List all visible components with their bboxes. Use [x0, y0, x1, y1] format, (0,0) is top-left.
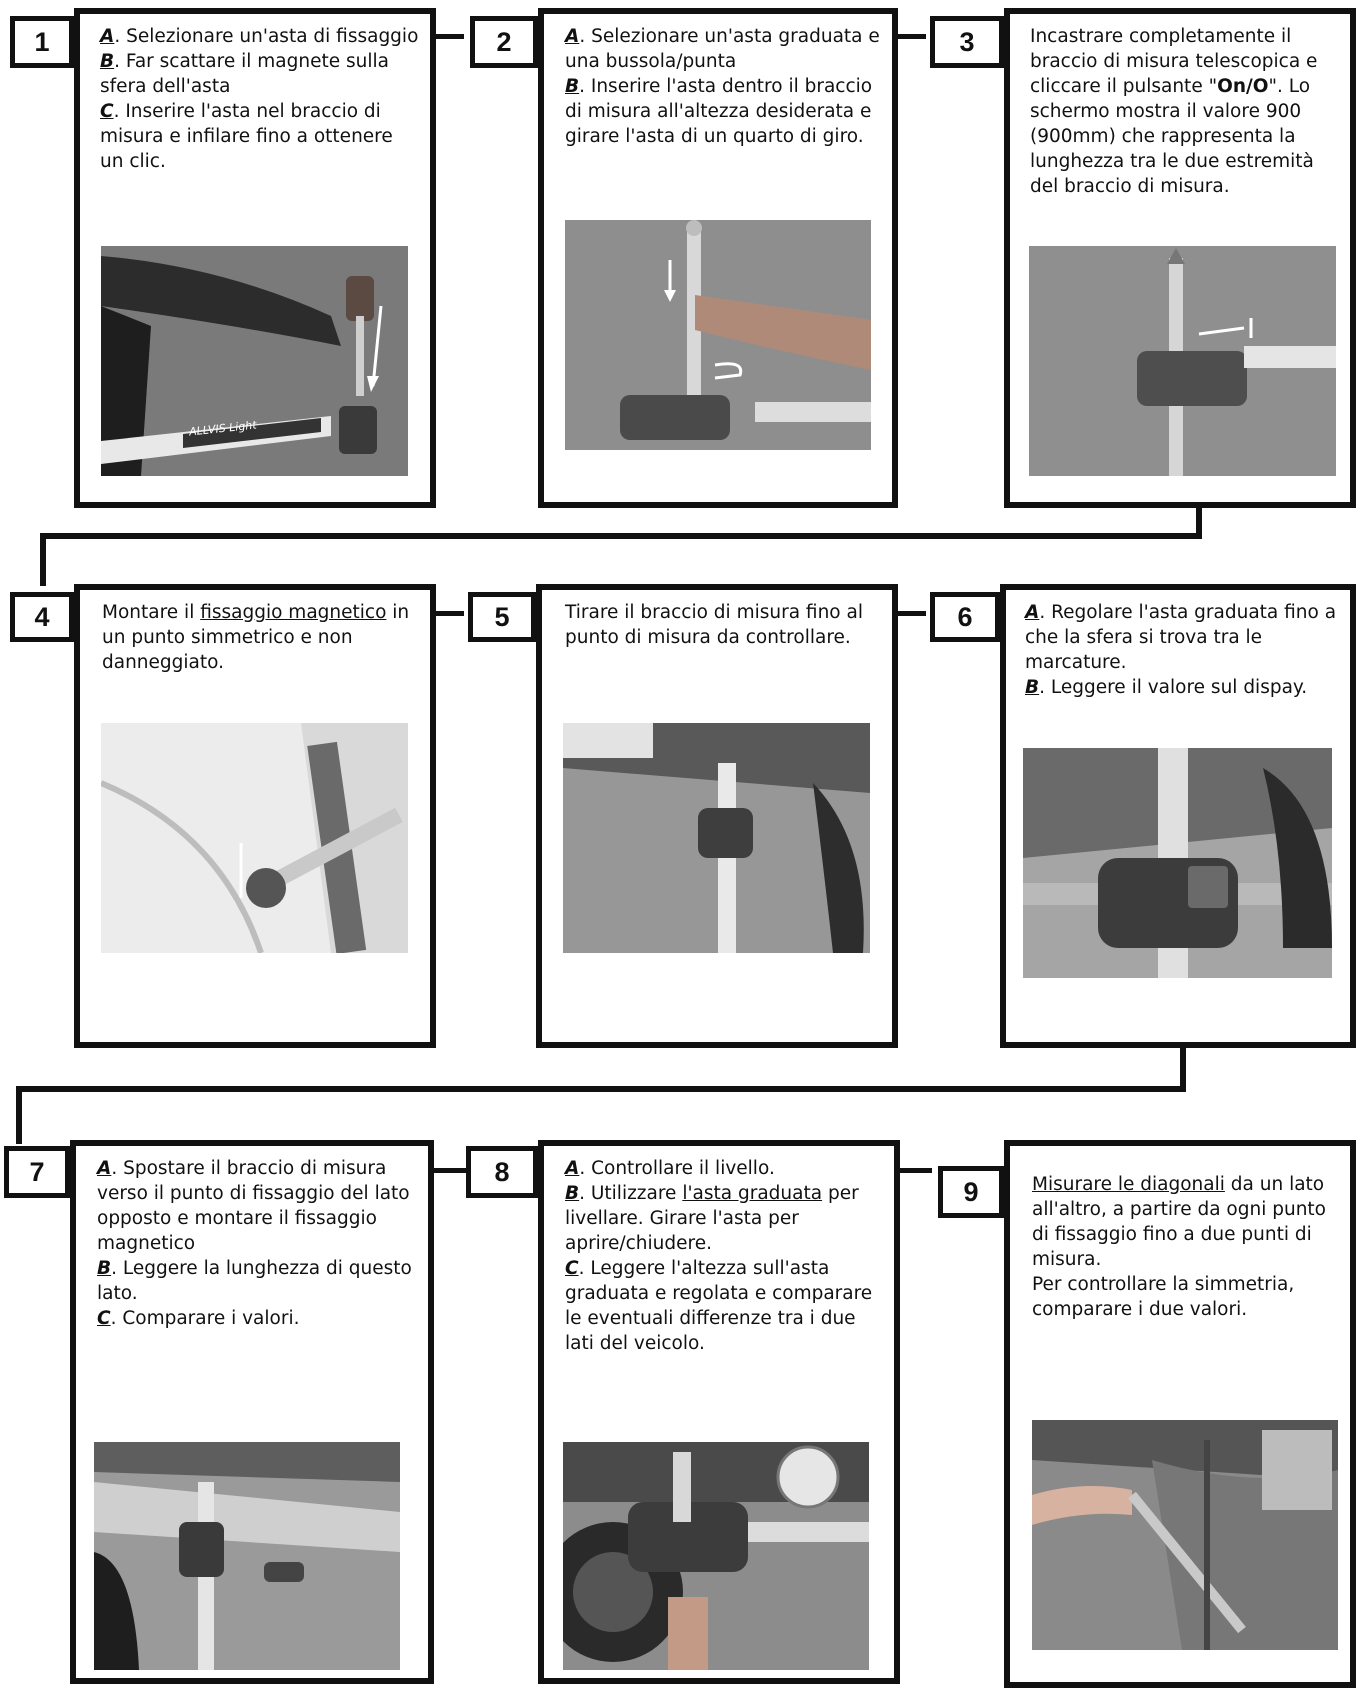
on-off-button-label: On/O [1217, 76, 1269, 97]
step-3-text: Incastrare completamente il braccio di misura telescopica e cliccare il pulsante "On/O". Lo schermo mostra il valore 900 (900mm) che rappresenta la lunghezza tra le due estremità del braccio di misura. [1030, 26, 1318, 197]
connector-1-2 [434, 34, 464, 39]
step-9-photo [1032, 1420, 1338, 1650]
step-3-number: 3 [930, 16, 1004, 68]
connector-4-5 [434, 611, 464, 616]
step-2-line-b: B. Inserire l'asta dentro il braccio di misura all'altezza desiderata e girare l'asta di un quarto di giro. [565, 76, 873, 147]
step-1-line-a: A. Selezionare un'asta di fissaggio [100, 26, 419, 47]
connector-row2-down [1180, 1045, 1186, 1090]
step-2-instructions [565, 24, 885, 149]
step-9-instructions [1032, 1172, 1342, 1322]
step-7-photo [94, 1442, 400, 1670]
step-9-number: 9 [938, 1166, 1004, 1218]
step-4-photo [101, 723, 408, 953]
step-1-line-b: B. Far scattare il magnete sulla sfera dell'asta [100, 51, 389, 97]
step-4-instructions [102, 600, 422, 675]
step-3-photo [1029, 246, 1336, 476]
step-1-number: 1 [10, 16, 74, 68]
step-2-number: 2 [470, 16, 538, 68]
step-4-number: 4 [10, 592, 74, 642]
step-6-line-b: B. Leggere il valore sul dispay. [1025, 677, 1308, 698]
step-1-photo [101, 246, 408, 476]
connector-7-8 [430, 1168, 466, 1173]
step-7-line-a: A. Spostare il braccio di misura verso il punto di fissaggio del lato opposto e montare il fissaggio magnetico [97, 1158, 410, 1254]
step-8-number: 8 [466, 1146, 538, 1198]
step-9-text: Misurare le diagonali da un lato all'altro, a partire da ogni punto di fissaggio fino a due punti di misura. [1032, 1174, 1327, 1270]
step-1-photo-label: ALLVIS Light [188, 418, 258, 439]
step-7-line-b: B. Leggere la lunghezza di questo lato. [97, 1258, 412, 1304]
step-2-line-a: A. Selezionare un'asta graduata e una bussola/punta [565, 26, 880, 72]
step-8-instructions [565, 1156, 885, 1356]
connector-row3-drop [16, 1086, 22, 1144]
connector-row2-across [16, 1086, 1186, 1092]
step-6-line-a: A. Regolare l'asta graduata fino a che la sfera si trova tra le marcature. [1025, 602, 1337, 673]
connector-2-3 [896, 34, 926, 39]
step-6-number: 6 [930, 592, 1000, 642]
connector-row2-drop [40, 533, 46, 586]
connector-row1-across [40, 533, 1202, 539]
step-8-line-a: A. Controllare il livello. [565, 1158, 775, 1179]
connector-8-9 [896, 1168, 932, 1173]
step-8-line-b: B. Utilizzare l'asta graduata per livellare. Girare l'asta per aprire/chiudere. [565, 1183, 859, 1254]
step-9-line-2: Per controllare la simmetria, comparare i due valori. [1032, 1274, 1295, 1320]
step-5-text: Tirare il braccio di misura fino al punto di misura da controllare. [565, 602, 863, 648]
step-5-photo [563, 723, 870, 953]
step-3-instructions [1030, 24, 1340, 199]
step-8-line-c: C. Leggere l'altezza sull'asta graduata e regolata e comparare le eventuali differenze tra i due lati del veicolo. [565, 1258, 873, 1354]
step-4-text: Montare il fissaggio magnetico in un punto simmetrico e non danneggiato. [102, 602, 410, 673]
step-7-instructions [97, 1156, 417, 1331]
step-7-line-c: C. Comparare i valori. [97, 1308, 300, 1329]
step-6-photo [1023, 748, 1332, 978]
step-8-photo [563, 1442, 869, 1670]
step-2-photo [565, 220, 871, 450]
step-1-line-c: C. Inserire l'asta nel braccio di misura e infilare fino a ottenere un clic. [100, 101, 393, 172]
step-5-instructions [565, 600, 885, 650]
step-1-instructions [100, 24, 420, 174]
step-6-instructions [1025, 600, 1345, 700]
step-5-number: 5 [468, 592, 536, 642]
connector-5-6 [896, 611, 926, 616]
step-7-number: 7 [4, 1146, 70, 1198]
